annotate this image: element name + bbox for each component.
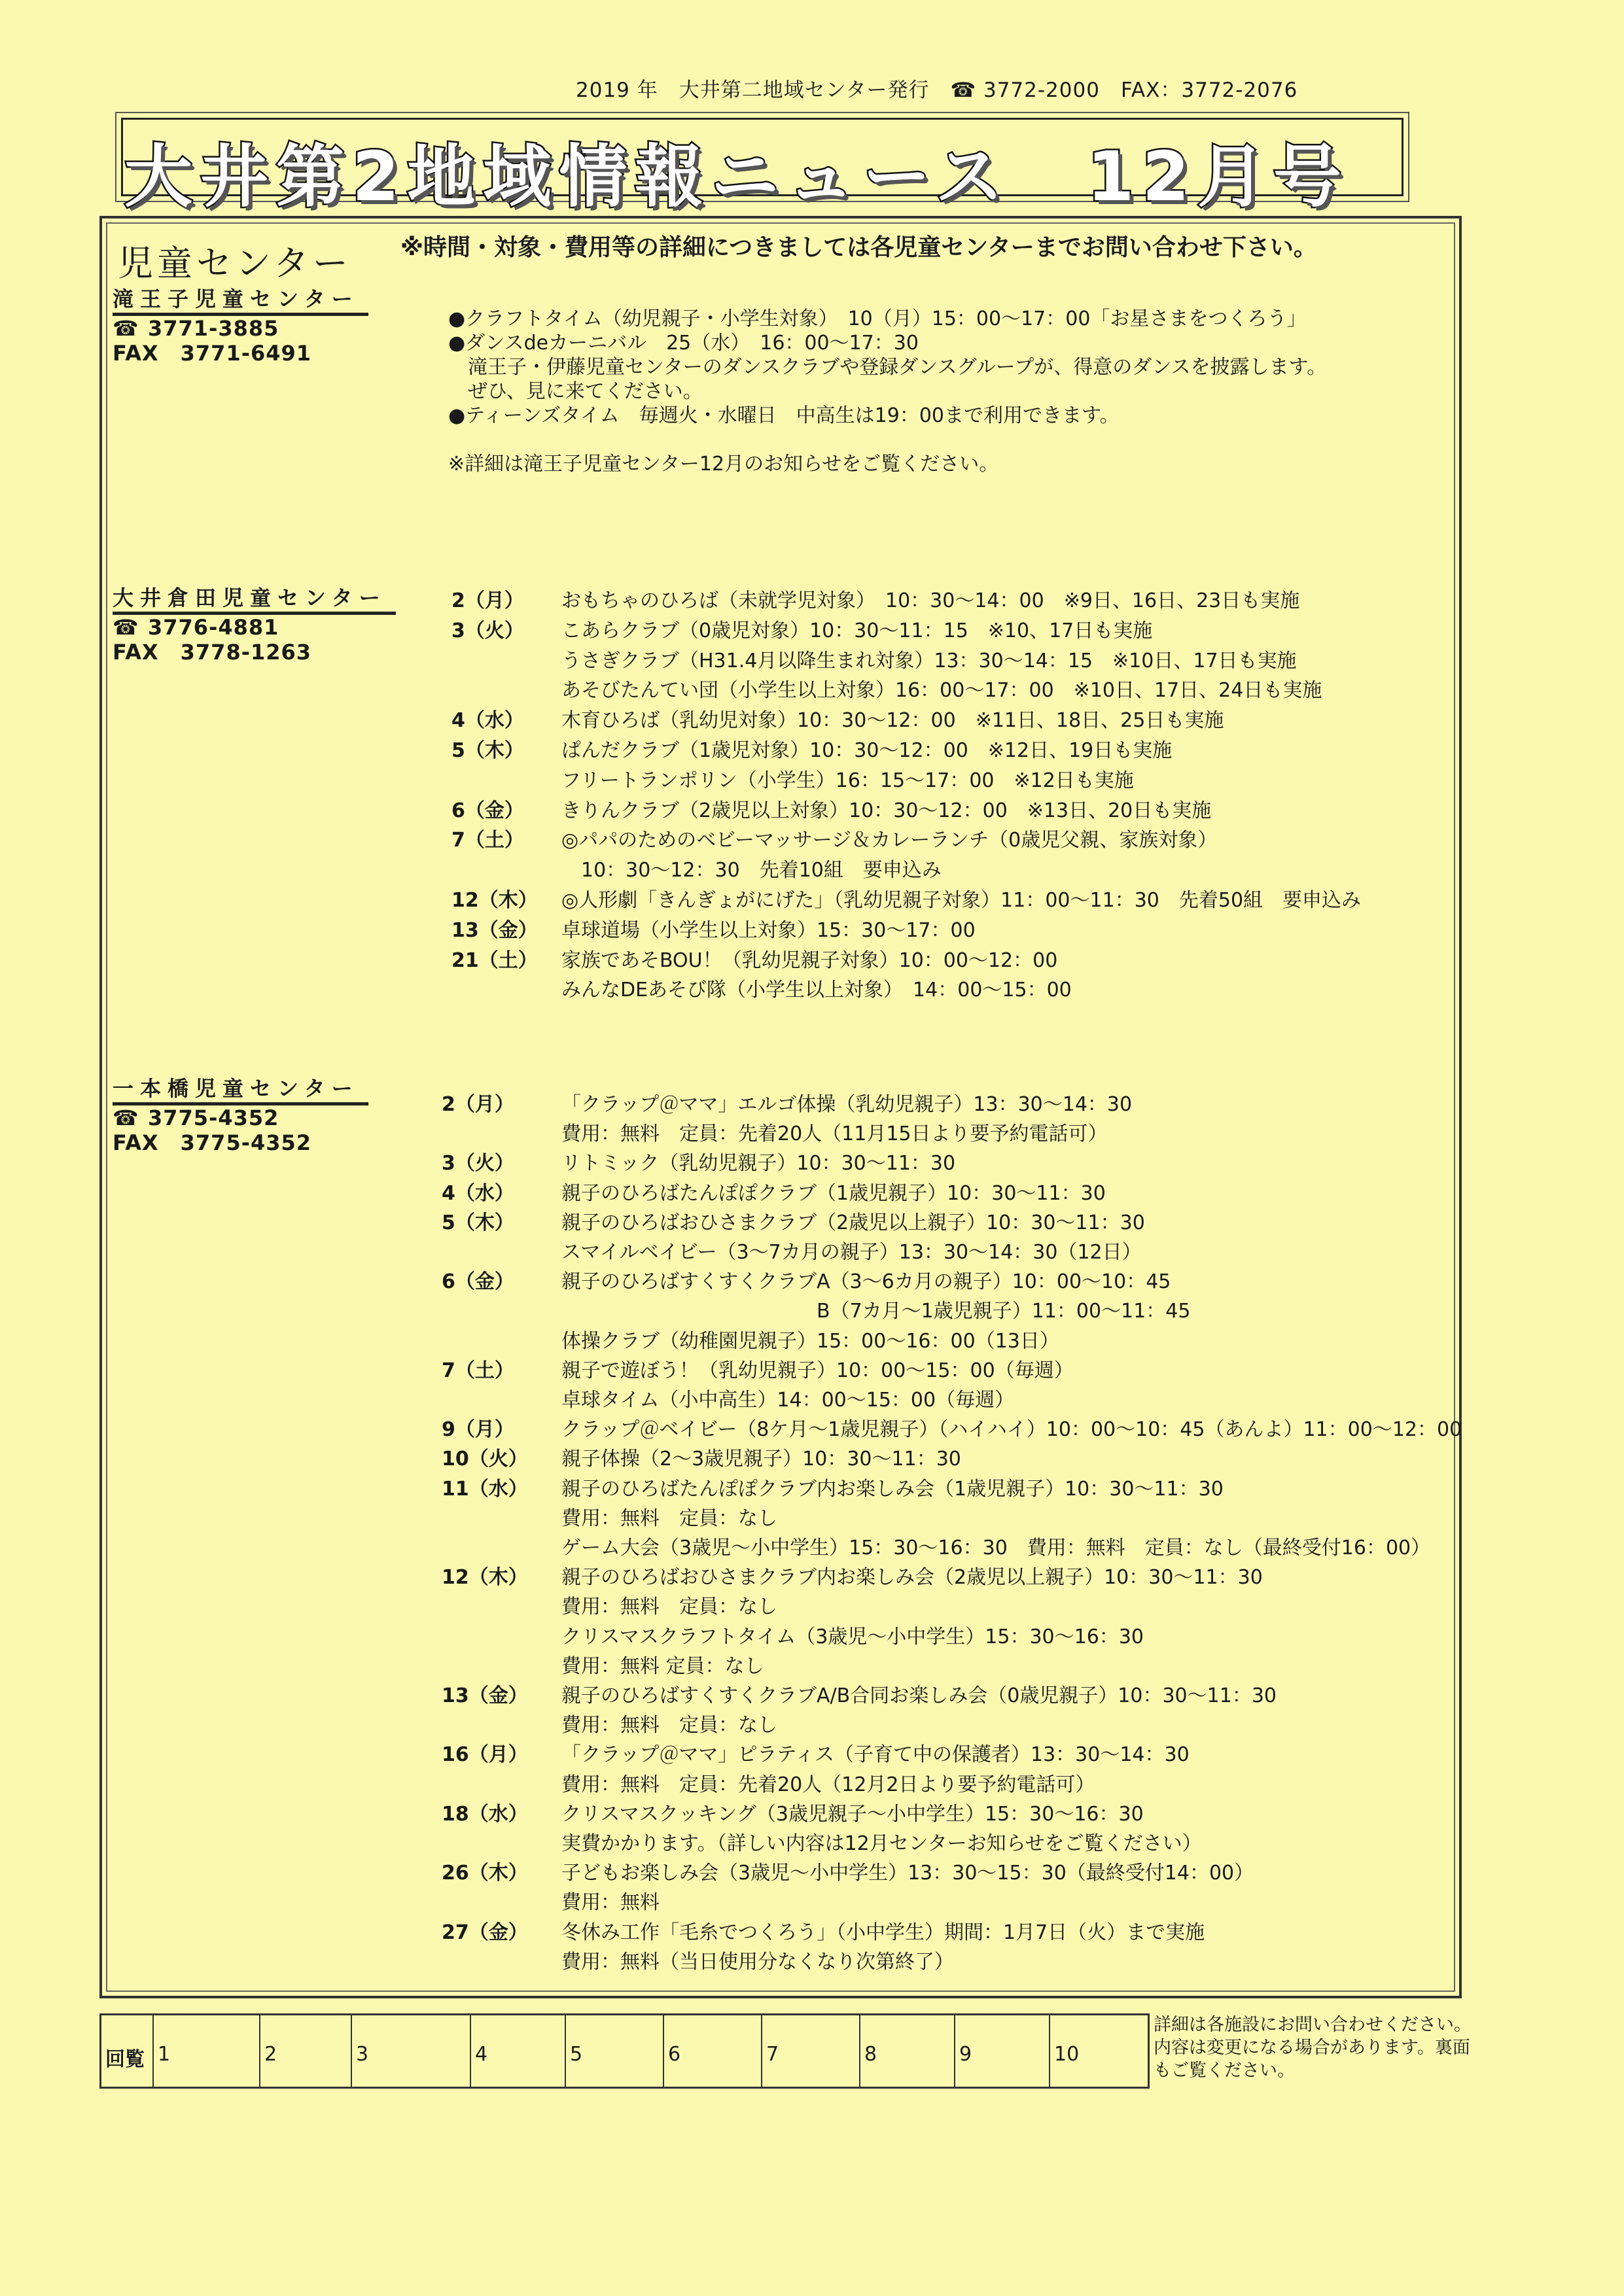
center-info-takiouji — [113, 287, 368, 366]
entry-text: ◎パパのためのベビーマッサージ＆カレーランチ（0歳児父親、家族対象） — [561, 829, 1218, 852]
entry-text: 費用：無料 定員：なし — [561, 1507, 777, 1530]
publisher-line: 2019 年 大井第二地域センター発行 ☎ 3772-2000 FAX：3772-2076 — [576, 78, 1298, 102]
entry-day: 5（木） — [442, 1211, 514, 1234]
entry-text: 費用：無料 定員：先着20人（11月15日より要予約電話可） — [561, 1122, 1108, 1145]
entry-text: きりんクラブ（2歳児以上対象）10：30～12：00 ※13日、20日も実施 — [561, 799, 1212, 822]
entry-text: 家族であそBOU！（乳幼児親子対象）10：00～12：00 — [561, 949, 1058, 972]
entry-text: 親子のひろばすくすくクラブA（3～6カ月の親子）10：00～10：45 — [561, 1270, 1171, 1293]
entry-text: ●クラフトタイム（幼児親子・小学生対象） 10（月）15：00～17：00「お星さまをつくろう」 — [448, 307, 1307, 330]
entry-text: スマイルベイビー（3～7カ月の親子）13：30～14：30（12日） — [561, 1241, 1142, 1264]
entry-text: 費用：無料 定員：先着20人（12月2日より要予約電話可） — [561, 1773, 1095, 1796]
center-tel: 3775-4352 — [148, 1105, 279, 1130]
fax-label: FAX — [113, 341, 159, 366]
entry-day: 16（月） — [442, 1743, 528, 1766]
entry-text: 10：30～12：30 先着10組 要申込み — [561, 859, 942, 882]
entry-text: 親子のひろばおひさまクラブ（2歳児以上親子）10：30～11：30 — [561, 1211, 1145, 1234]
entry-day: 6（金） — [451, 799, 524, 822]
center-name: 滝王子児童センター — [113, 287, 368, 316]
entry-day: 13（金） — [442, 1684, 528, 1707]
fax-label: FAX — [113, 640, 159, 665]
circulation-slot: 5 — [565, 2015, 663, 2087]
center-fax: 3778-1263 — [180, 640, 312, 665]
entry-text: 卓球道場（小学生以上対象）15：30～17：00 — [561, 919, 976, 942]
entry-day: 3（火） — [442, 1152, 514, 1175]
phone-icon: ☎ — [113, 1105, 139, 1130]
entry-text: 親子体操（2～3歳児親子）10：30～11：30 — [561, 1448, 961, 1470]
phone-icon: ☎ — [113, 316, 139, 341]
entry-text: おもちゃのひろば（未就学児対象） 10：30～14：00 ※9日、16日、23日も実施 — [561, 589, 1300, 612]
section-title: 児童センター — [118, 243, 352, 284]
entry-text: こあらクラブ（0歳児対象）10：30～11：15 ※10、17日も実施 — [561, 619, 1153, 642]
entry-text: ※詳細は滝王子児童センター12月のお知らせをご覧ください。 — [448, 453, 999, 476]
footer-note: 詳細は各施設にお問い合わせください。内容は変更になる場合があります。裏面もご覧ください。 — [1154, 2015, 1472, 2081]
circulation-slot: 8 — [859, 2015, 954, 2087]
entry-day: 11（水） — [442, 1478, 528, 1501]
entry-text: 冬休み工作「毛糸でつくろう」（小中学生）期間：1月7日（火）まで実施 — [561, 1921, 1205, 1944]
entry-day: 7（土） — [451, 829, 524, 852]
entry-day: 6（金） — [442, 1270, 514, 1293]
circulation-slot: 4 — [470, 2015, 565, 2087]
entry-day: 13（金） — [451, 919, 538, 942]
entry-text: 親子のひろばすくすくクラブA/B合同お楽しみ会（0歳児親子）10：30～11：30 — [561, 1684, 1277, 1707]
center-fax: 3775-4352 — [180, 1130, 312, 1155]
entry-text: 親子のひろばたんぽぽクラブ内お楽しみ会（1歳児親子）10：30～11：30 — [561, 1478, 1224, 1501]
phone-icon: ☎ — [113, 615, 139, 640]
circulation-slot: 1 — [152, 2015, 259, 2087]
entry-day: 21（土） — [451, 949, 538, 972]
entry-text: 親子で遊ぼう！（乳幼児親子）10：00～15：00（毎週） — [561, 1359, 1074, 1382]
entry-day: 3（火） — [451, 619, 524, 642]
entry-text: フリートランポリン（小学生）16：15～17：00 ※12日も実施 — [561, 769, 1134, 792]
circulation-slot: 10 — [1049, 2015, 1148, 2087]
entry-day: 4（水） — [442, 1182, 514, 1205]
circulation-slot: 6 — [663, 2015, 761, 2087]
entry-day: 18（水） — [442, 1803, 528, 1826]
entry-day: 2（月） — [451, 589, 524, 612]
entry-text: ◎人形劇「きんぎょがにげた」（乳幼児親子対象）11：00～11：30 先着50組 要申込み — [561, 889, 1362, 912]
entry-day: 27（金） — [442, 1921, 528, 1944]
entry-day: 26（木） — [442, 1862, 528, 1885]
center-fax: 3771-6491 — [180, 341, 312, 366]
circulation-table — [99, 2013, 1150, 2089]
entry-text: 子どもお楽しみ会（3歳児～小中学生）13：30～15：30（最終受付14：00） — [561, 1862, 1254, 1885]
entry-day: 4（水） — [451, 709, 524, 732]
circulation-label: 回覧 — [105, 2048, 145, 2071]
entry-day: 12（木） — [451, 889, 538, 912]
entry-text: うさぎクラブ（H31.4月以降生まれ対象）13：30～14：15 ※10日、17日も実施 — [561, 650, 1297, 672]
entry-text: 滝王子・伊藤児童センターのダンスクラブや登録ダンスグループが、得意のダンスを披露します。 — [448, 356, 1327, 379]
entry-text: ●ダンスdeカーニバル 25（水） 16：00～17：30 — [448, 332, 919, 355]
center-tel: 3776-4881 — [148, 615, 279, 640]
entry-text: 費用：無料 — [561, 1891, 660, 1914]
entry-text: 実費かかります。（詳しい内容は12月センターお知らせをご覧ください） — [561, 1832, 1202, 1855]
entry-text: ぜひ、見に来てください。 — [448, 380, 703, 403]
entry-day: 5（木） — [451, 739, 524, 762]
entry-day: 12（木） — [442, 1566, 528, 1589]
center-name: 一本橋児童センター — [113, 1076, 368, 1105]
entry-text: 卓球タイム（小中高生）14：00～15：00（毎週） — [561, 1389, 1015, 1412]
entry-text: 親子のひろばたんぽぽクラブ（1歳児親子）10：30～11：30 — [561, 1182, 1106, 1205]
section-notice: ※時間・対象・費用等の詳細につきましては各児童センターまでお問い合わせ下さい。 — [400, 234, 1317, 261]
center-tel: 3771-3885 — [148, 316, 279, 341]
entry-day: 2（月） — [442, 1093, 514, 1116]
circulation-slot: 9 — [954, 2015, 1049, 2087]
center-info-ipponbashi — [113, 1076, 368, 1155]
entry-text: 費用：無料（当日使用分なくなり次第終了） — [561, 1951, 954, 1974]
entry-day: 7（土） — [442, 1359, 514, 1382]
center-name: 大井倉田児童センター — [113, 585, 396, 615]
entry-text: リトミック（乳幼児親子）10：30～11：30 — [561, 1152, 956, 1175]
entry-text: あそびたんてい団（小学生以上対象）16：00～17：00 ※10日、17日、24日も実施 — [561, 679, 1322, 702]
entry-day: 10（火） — [442, 1448, 528, 1470]
circulation-slot: 3 — [351, 2015, 470, 2087]
entry-text: クリスマスクラフトタイム（3歳児～小中学生）15：30～16：30 — [561, 1626, 1144, 1648]
entry-text: ゲーム大会（3歳児～小中学生）15：30～16：30 費用：無料 定員：なし（最終受付16：00） — [561, 1537, 1431, 1559]
entry-text: ●ティーンズタイム 毎週火・水曜日 中高生は19：00まで利用できます。 — [448, 404, 1120, 427]
entry-text: ぱんだクラブ（1歳児対象）10：30～12：00 ※12日、19日も実施 — [561, 739, 1173, 762]
entry-text: 費用：無料 定員：なし — [561, 1714, 777, 1737]
entry-day: 9（月） — [442, 1418, 514, 1441]
entry-text: 「クラップ＠ママ」ピラティス（子育て中の保護者）13：30～14：30 — [561, 1743, 1190, 1766]
newsletter-title: 大井第2地域情報ニュース 12月号 — [124, 137, 1349, 217]
entry-text: クラップ＠ベイビー（8ケ月～1歳児親子）（ハイハイ）10：00～10：45（あんよ）11：00～12：00 — [561, 1418, 1462, 1441]
entry-text: 木育ひろば（乳幼児対象）10：30～12：00 ※11日、18日、25日も実施 — [561, 709, 1224, 732]
entry-text: 体操クラブ（幼稚園児親子）15：00～16：00（13日） — [561, 1330, 1059, 1353]
entry-text: 費用：無料 定員：なし — [561, 1595, 777, 1618]
entry-text: みんなDEあそび隊（小学生以上対象） 14：00～15：00 — [561, 979, 1072, 1001]
entry-text: クリスマスクッキング（3歳児親子～小中学生）15：30～16：30 — [561, 1803, 1144, 1826]
entry-text: 「クラップ＠ママ」エルゴ体操（乳幼児親子）13：30～14：30 — [561, 1093, 1133, 1116]
fax-label: FAX — [113, 1130, 159, 1155]
center-info-kurata — [113, 585, 396, 665]
circulation-slot: 2 — [259, 2015, 351, 2087]
circulation-slot: 7 — [761, 2015, 859, 2087]
entry-text: 親子のひろばおひさまクラブ内お楽しみ会（2歳児以上親子）10：30～11：30 — [561, 1566, 1263, 1589]
entry-text: 費用：無料 定員：なし — [561, 1655, 764, 1678]
entry-text: B（7カ月～1歳児親子）11：00～11：45 — [561, 1300, 1191, 1323]
